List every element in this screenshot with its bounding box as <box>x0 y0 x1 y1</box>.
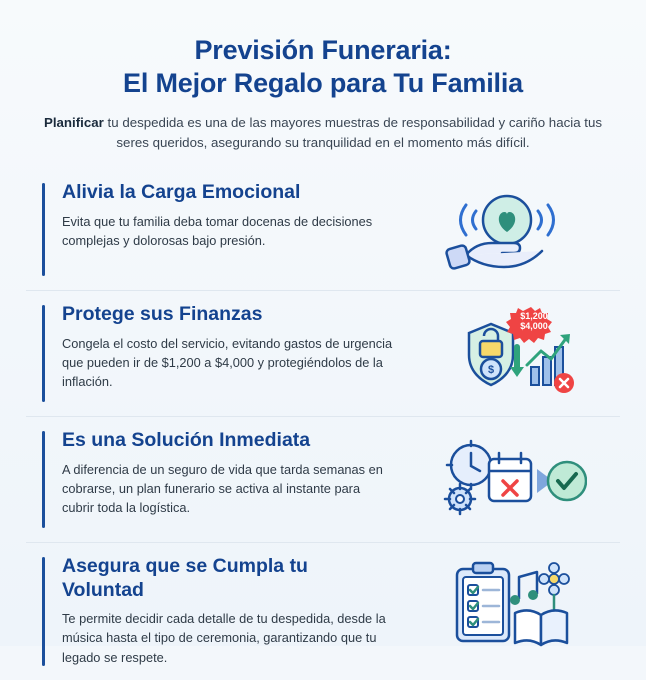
subtitle-lead: Planificar <box>43 115 104 131</box>
section-illustration <box>394 303 620 403</box>
checklist-music-book-icon <box>427 555 587 659</box>
section-title: Es una Solución Inmediata <box>62 429 311 452</box>
accent-bar <box>42 557 45 665</box>
section-illustration <box>394 181 620 277</box>
accent-bar <box>42 183 45 276</box>
section-body: Evita que tu familia deba tomar docenas de decisiones complejas y dolorosas bajo presión. <box>62 213 373 249</box>
section-item <box>26 416 620 542</box>
section-title: Protege sus Finanzas <box>62 303 263 326</box>
badge-line1: $1,200 <box>520 311 548 322</box>
subtitle-rest: tu despedida es una de las mayores muestras de responsabilidad y cariño hacia tus seres queridos, asegurando su tranquilidad en el momento más difícil. <box>103 115 603 150</box>
page-title-line2: El Mejor Regalo para Tu Familia <box>123 68 523 99</box>
section-text <box>26 181 394 250</box>
page-title-line1: Previsión Funeraria: <box>194 35 452 65</box>
svg-text:$: $ <box>487 364 495 377</box>
section-item <box>26 542 620 679</box>
section-text <box>26 555 394 666</box>
section-body: A diferencia de un seguro de vida que tarda semanas en cobrarse, un plan funerario se activa al instante para cubrir toda la logística. <box>62 461 383 516</box>
section-title: Asegura que se Cumpla tu Voluntad <box>62 555 308 601</box>
badge-line2: $4,000 <box>520 321 548 332</box>
section-illustration <box>394 429 620 529</box>
section-item <box>26 169 620 290</box>
clock-calendar-check-icon <box>427 429 587 529</box>
shield-lock-money-chart-icon <box>427 303 587 403</box>
page-subtitle <box>40 113 606 152</box>
section-title: Alivia la Carga Emocional <box>62 181 301 204</box>
section-list <box>26 169 620 679</box>
hand-holding-heart-icon <box>432 181 582 277</box>
page-title <box>26 34 620 100</box>
accent-bar <box>42 305 45 402</box>
section-text <box>26 303 394 391</box>
section-item <box>26 290 620 416</box>
section-body: Congela el costo del servicio, evitando gastos de urgencia que pueden ir de $1,200 a $4,000 y protegiéndolos de la inflación. <box>62 335 393 390</box>
section-body: Te permite decidir cada detalle de tu despedida, desde la música hasta el tipo de ceremonia, garantizando que tu legado se respete. <box>62 611 386 665</box>
section-illustration <box>394 555 620 659</box>
accent-bar <box>42 431 45 528</box>
section-text <box>26 429 394 517</box>
